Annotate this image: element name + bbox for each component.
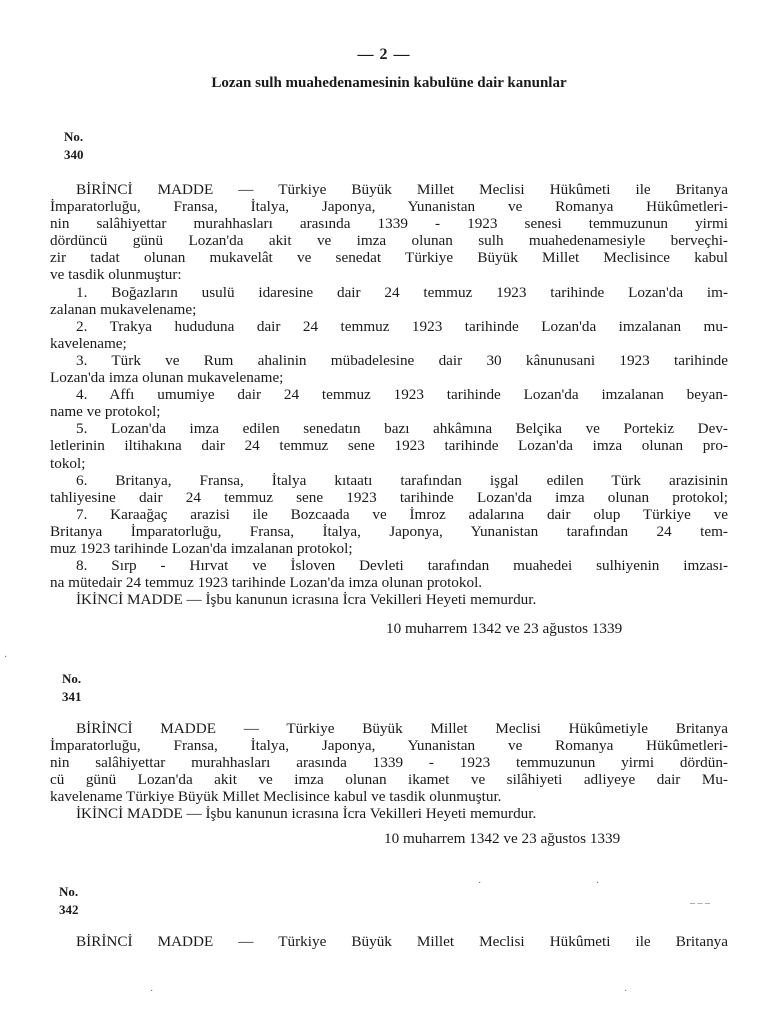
law-number-label: No.	[62, 671, 82, 686]
law-340-date: 10 muharrem 1342 ve 23 ağustos 1339	[386, 620, 623, 637]
text-line: 6. Britanya, Fransa, İtalya kıtaatı tarafından işgal edilen Türk arazisinin	[76, 471, 728, 489]
text-line: letlerinin iltihakına dair 24 temmuz sene 1923 tarihinde Lozan'da imza olunan pro-	[50, 437, 728, 455]
text-line: BİRİNCİ MADDE — Türkiye Büyük Millet Meclisi Hükûmetiyle Britanya	[76, 720, 728, 737]
law-number-value: 341	[62, 689, 82, 704]
law-number-value: 340	[64, 147, 84, 162]
text-line: 4. Affı umumiye dair 24 temmuz 1923 tarihinde Lozan'da imzalanan beyan-	[76, 386, 728, 404]
law-number-label: No.	[59, 884, 79, 899]
scan-speck: ·	[478, 878, 482, 889]
text-line: nin salâhiyettar murahhasları arasında 1339 - 1923 senesi temmuzunun yirmi	[50, 215, 728, 233]
text-line: 1. Boğazların usulü idaresine dair 24 temmuz 1923 tarihinde Lozan'da im-	[76, 283, 728, 301]
text-line: tahliyesine dair 24 temmuz sene 1923 tarihinde Lozan'da imza olunan protokol;	[50, 488, 728, 506]
text-line: muz 1923 tarihinde Lozan'da imzalanan protokol;	[50, 539, 353, 557]
text-line: İKİNCİ MADDE — İşbu kanunun icrasına İcra Vekilleri Heyeti memurdur.	[76, 591, 537, 609]
text-line: Britanya İmparatorluğu, Fransa, İtalya, Japonya, Yunanistan tarafından 24 tem-	[50, 522, 728, 540]
text-line: ve tasdik olunmuştur:	[50, 266, 182, 284]
scan-speck: – – –	[690, 898, 710, 909]
page-number: — 2 —	[357, 46, 411, 63]
scan-speck: ·	[150, 986, 154, 997]
text-line: BİRİNCİ MADDE — Türkiye Büyük Millet Meclisi Hükûmeti ile Britanya	[76, 933, 728, 950]
law-341-date: 10 muharrem 1342 ve 23 ağustos 1339	[384, 830, 621, 847]
law-number-341	[62, 670, 82, 706]
text-line: Lozan'da imza olunan mukavelename;	[50, 369, 284, 387]
text-line: İmparatorluğu, Fransa, İtalya, Japonya, Yunanistan ve Romanya Hükûmetleri-	[50, 737, 728, 755]
scan-speck: ·	[596, 878, 600, 889]
text-line: tokol;	[50, 454, 86, 472]
law-341-text	[50, 720, 728, 823]
page-title: Lozan sulh muahedenamesinin kabulüne dair kanunlar	[211, 75, 567, 91]
text-line: na mütedair 24 temmuz 1923 tarihinde Lozan'da imza olunan protokol.	[50, 574, 483, 592]
text-line: zalanan mukavelename;	[50, 300, 197, 318]
scan-speck: ·	[624, 986, 628, 997]
text-line: nin salâhiyettar murahhasları arasında 1339 - 1923 temmuzunun yirmi dördün-	[50, 754, 728, 772]
text-line: kavelename;	[50, 334, 127, 352]
text-line: zir tadat olunan mukavelât ve senedat Türkiye Büyük Millet Meclisince kabul	[50, 249, 728, 267]
text-line: İKİNCİ MADDE — İşbu kanunun icrasına İcra Vekilleri Heyeti memurdur.	[76, 805, 537, 823]
scan-speck: ·	[4, 652, 8, 663]
law-number-342	[59, 883, 79, 919]
text-line: dördüncü günü Lozan'da akit ve imza olunan sulh muahedenamesiyle berveçhi-	[50, 232, 728, 250]
text-line: name ve protokol;	[50, 403, 161, 421]
text-line: 7. Karaağaç arazisi ile Bozcaada ve İmroz adalarına dair olup Türkiye ve	[76, 505, 728, 523]
text-line: 8. Sırp - Hırvat ve İsloven Devleti tarafından muahedei sulhiyenin imzası-	[76, 557, 728, 575]
law-number-label: No.	[64, 129, 84, 144]
text-line: kavelename Türkiye Büyük Millet Meclisince kabul ve tasdik olunmuştur.	[50, 788, 502, 806]
text-line: İmparatorluğu, Fransa, İtalya, Japonya, Yunanistan ve Romanya Hükûmetleri-	[50, 198, 728, 216]
law-340-text	[50, 181, 728, 608]
text-line: 2. Trakya hududuna dair 24 temmuz 1923 tarihinde Lozan'da imzalanan mu-	[76, 317, 728, 335]
text-line: cü günü Lozan'da akit ve imza olunan ikamet ve silâhiyeti adliyeye dair Mu-	[50, 771, 728, 789]
law-number-340	[64, 128, 84, 164]
text-line: 3. Türk ve Rum ahalinin mübadelesine dair 30 kânunusani 1923 tarihinde	[76, 351, 728, 369]
text-line: 5. Lozan'da imza edilen senedatın bazı ahkâmına Belçika ve Portekiz Dev-	[76, 420, 728, 438]
text-line: BİRİNCİ MADDE — Türkiye Büyük Millet Meclisi Hükûmeti ile Britanya	[76, 181, 728, 198]
law-342-text	[50, 933, 728, 950]
law-number-value: 342	[59, 902, 79, 917]
